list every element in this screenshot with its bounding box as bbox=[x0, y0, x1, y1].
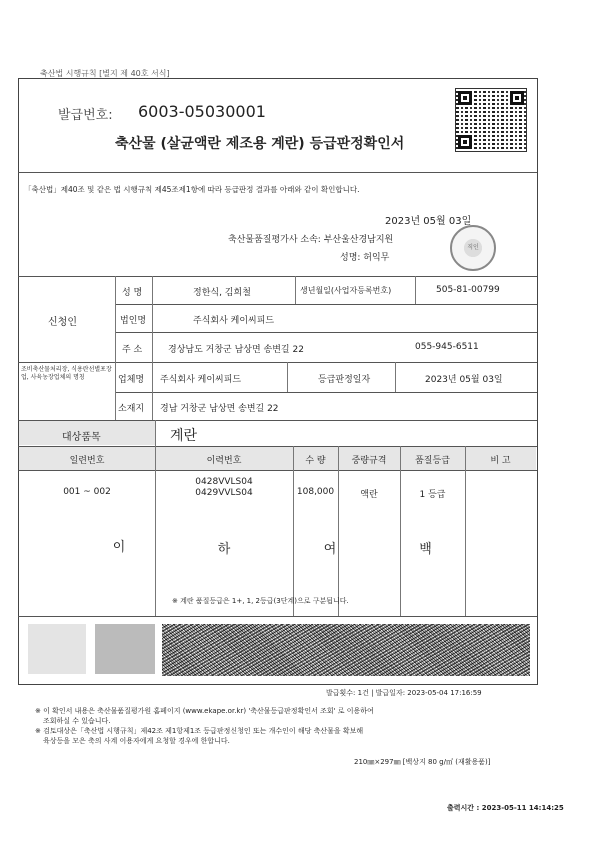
product-value: 계란 bbox=[170, 428, 198, 444]
business-number: 505-81-00799 bbox=[436, 285, 500, 295]
header-grade: 품질등급 bbox=[415, 456, 450, 466]
blank-mark-1: 이 bbox=[112, 540, 126, 555]
row-history-2: 0429VVLS04 bbox=[195, 488, 253, 498]
note-line-3: ※ 검토대상은「축산법 시행규칙」제42조 제1항제1조 등급판정신청인 또는 개수인이 해당 축산물을 확보해 bbox=[35, 727, 364, 735]
doc-number: 6003-05030001 bbox=[138, 102, 266, 121]
grade-footnote: ※ 계란 품질등급은 1+, 1, 2등급(3단계)으로 구분됩니다. bbox=[172, 597, 349, 605]
note-line-4: 육상등을 모은 축의 사계 이용자에게 요청할 경우에 한합니다. bbox=[43, 737, 230, 745]
blurred-box-1 bbox=[28, 624, 86, 674]
company-label: 법인명 bbox=[120, 316, 147, 326]
address-label: 주 소 bbox=[122, 345, 143, 355]
applicant-section-label: 신청인 bbox=[48, 317, 77, 328]
blank-mark-2: 하 bbox=[217, 542, 231, 557]
paper-size: 210㎜×297㎜ [백상지 80 g/㎡ (재활용품)] bbox=[354, 758, 491, 766]
product-label: 대상품목 bbox=[62, 432, 101, 443]
header-quantity: 수 량 bbox=[305, 456, 326, 466]
row-weight: 액란 bbox=[360, 490, 378, 500]
row-serial: 001 ~ 002 bbox=[63, 487, 111, 497]
plant-company-label: 업체명 bbox=[118, 375, 145, 385]
location-label: 소재지 bbox=[118, 404, 145, 414]
row-history-1: 0428VVLS04 bbox=[195, 477, 253, 487]
blank-mark-3: 여 bbox=[323, 542, 337, 557]
applicant-name: 정한식, 김희철 bbox=[193, 288, 251, 298]
note-line-1: ※ 이 확인서 내용은 축산물품질평가원 홈페이지 (www.ekape.or.kr) '축산물등급판정확인서 조회' 로 이용하여 bbox=[35, 707, 374, 715]
plant-side-label: 조비축산물처리장, 식용란선별포장업, 사육농장업체의 명칭 bbox=[21, 366, 112, 381]
plant-company: 주식회사 케이씨피드 bbox=[160, 375, 242, 385]
header-history: 이력번호 bbox=[206, 456, 242, 466]
grading-date-label: 등급판정일자 bbox=[318, 375, 371, 385]
doc-number-label: 발급번호: bbox=[58, 108, 113, 123]
page-title: 축산물 (살균액란 제조용 계란) 등급판정확인서 bbox=[115, 136, 405, 152]
grading-date: 2023년 05월 03일 bbox=[425, 375, 503, 385]
issuer-org: 축산물품질평가사 소속: 부산울산경남지원 bbox=[228, 235, 394, 245]
header-weight: 중량규격 bbox=[351, 456, 387, 466]
qr-code-icon bbox=[455, 88, 527, 152]
row-quantity: 108,000 bbox=[296, 487, 335, 497]
row-grade: 1 등급 bbox=[419, 490, 446, 500]
location: 경남 거창군 남상면 송변길 22 bbox=[160, 404, 279, 414]
company-name: 주식회사 케이씨피드 bbox=[193, 316, 275, 326]
note-line-2: 조회하실 수 있습니다. bbox=[43, 717, 111, 725]
intro-text: 「축산법」제40조 및 같은 법 시행규칙 제45조제1항에 따라 등급판정 결과를 아래와 같이 확인합니다. bbox=[24, 185, 360, 194]
blurred-box-2 bbox=[95, 624, 155, 674]
official-seal-icon: 직인 bbox=[450, 225, 496, 271]
security-pattern bbox=[162, 624, 530, 676]
id-label: 생년월일(사업자등록번호) bbox=[300, 286, 392, 295]
issuer-name: 성명: 허익무 bbox=[340, 253, 390, 263]
output-time: 출력시간 : 2023-05-11 14:14:25 bbox=[447, 804, 564, 812]
header-serial: 일련번호 bbox=[69, 456, 105, 466]
blank-mark-4: 백 bbox=[419, 542, 432, 557]
phone: 055-945-6511 bbox=[415, 342, 479, 352]
header-remarks: 비 고 bbox=[490, 456, 511, 466]
print-info: 발급횟수: 1건 | 발급일자: 2023-05-04 17:16:59 bbox=[326, 689, 482, 697]
address: 경상남도 거창군 남상면 송변길 22 bbox=[168, 345, 304, 355]
form-reference: 축산법 시행규칙 [별지 제 40호 서식] bbox=[40, 69, 170, 78]
name-label: 성 명 bbox=[122, 288, 143, 298]
issue-date: 2023년 05월 03일 bbox=[385, 216, 472, 227]
